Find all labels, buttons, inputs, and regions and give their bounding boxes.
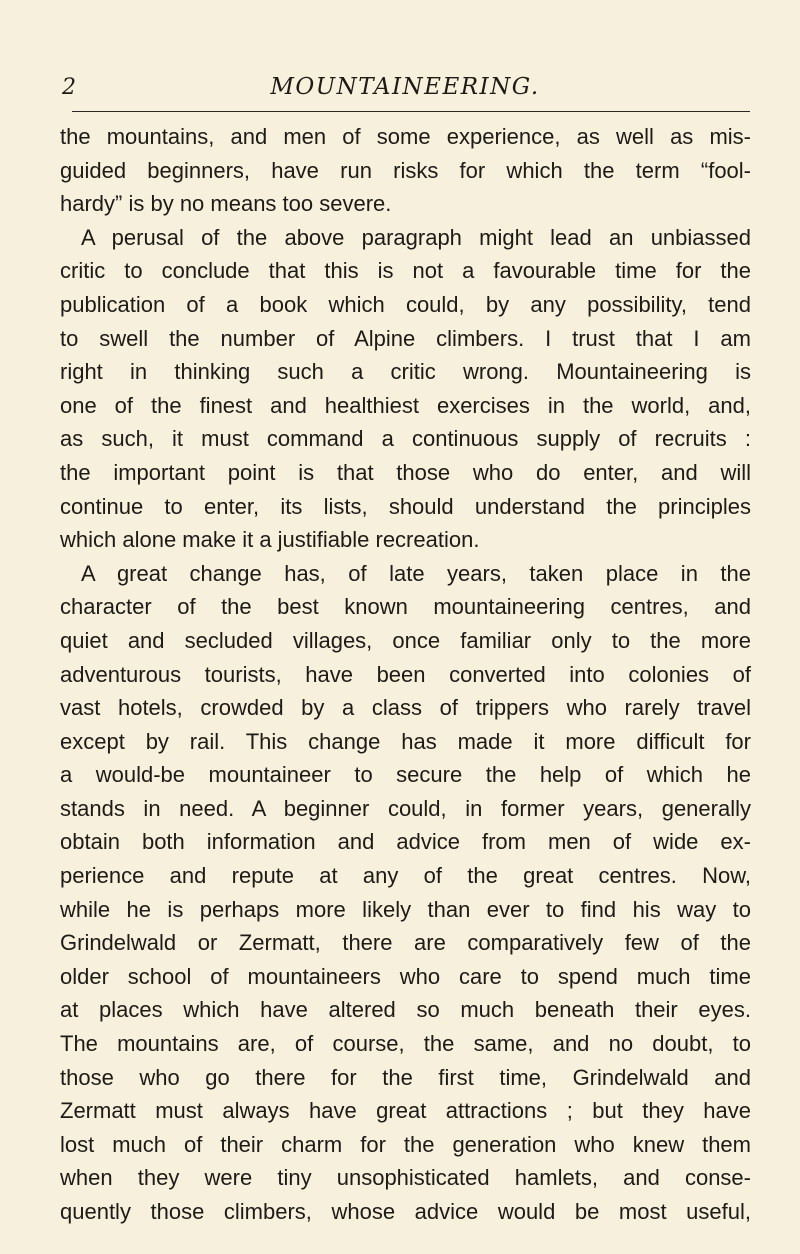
text-line: right in thinking such a critic wrong. Mountaineering is: [60, 359, 751, 385]
text-line: one of the finest and healthiest exercises in the world, and,: [60, 392, 751, 418]
text-line: critic to conclude that this is not a favourable time for the: [60, 258, 751, 284]
text-line: which alone make it a justifiable recreation.: [60, 527, 480, 553]
text-line: adventurous tourists, have been converted into colonies of: [60, 661, 751, 687]
text-line: when they were tiny unsophisticated hamlets, and conse-: [60, 1165, 751, 1191]
text-line: Grindelwald or Zermatt, there are comparatively few of the: [60, 930, 751, 956]
text-line: except by rail. This change has made it more difficult for: [60, 728, 751, 754]
text-line: older school of mountaineers who care to spend much time: [60, 963, 751, 989]
page-header: [60, 70, 750, 104]
text-line: character of the best known mountaineering centres, and: [60, 594, 751, 620]
text-line: at places which have altered so much beneath their eyes.: [60, 997, 751, 1023]
text-line: A perusal of the above paragraph might lead an unbiassed: [81, 224, 751, 250]
text-line: lost much of their charm for the generation who knew them: [60, 1131, 751, 1157]
text-line: continue to enter, its lists, should understand the principles: [60, 493, 751, 519]
text-line: the important point is that those who do enter, and will: [60, 459, 751, 485]
header-rule: [72, 111, 750, 112]
text-line: the mountains, and men of some experience, as well as mis-: [60, 124, 751, 149]
text-line: to swell the number of Alpine climbers. I trust that I am: [60, 325, 751, 351]
text-line: quently those climbers, whose advice would be most useful,: [60, 1199, 751, 1224]
text-line: guided beginners, have run risks for which the term “fool-: [60, 157, 751, 183]
text-line: stands in need. A beginner could, in former years, generally: [60, 795, 751, 821]
text-line: those who go there for the first time, Grindelwald and: [60, 1064, 751, 1090]
running-title: MOUNTAINEERING.: [270, 74, 540, 100]
text-line: The mountains are, of course, the same, and no doubt, to: [60, 1031, 751, 1057]
text-line: quiet and secluded villages, once familiar only to the more: [60, 627, 751, 653]
text-line: Zermatt must always have great attractions ; but they have: [60, 1098, 751, 1124]
text-line: A great change has, of late years, taken place in the: [81, 560, 751, 586]
text-line: hardy” is by no means too severe.: [60, 191, 392, 217]
text-line: vast hotels, crowded by a class of trippers who rarely travel: [60, 695, 751, 721]
page-number: 2: [62, 75, 76, 100]
text-line: as such, it must command a continuous supply of recruits :: [60, 426, 751, 452]
text-line: a would-be mountaineer to secure the help of which he: [60, 762, 751, 788]
body-text: [60, 120, 751, 1229]
text-line: perience and repute at any of the great centres. Now,: [60, 863, 751, 889]
text-line: while he is perhaps more likely than ever to find his way to: [60, 896, 751, 922]
text-line: obtain both information and advice from men of wide ex-: [60, 829, 751, 855]
text-line: publication of a book which could, by any possibility, tend: [60, 291, 751, 317]
